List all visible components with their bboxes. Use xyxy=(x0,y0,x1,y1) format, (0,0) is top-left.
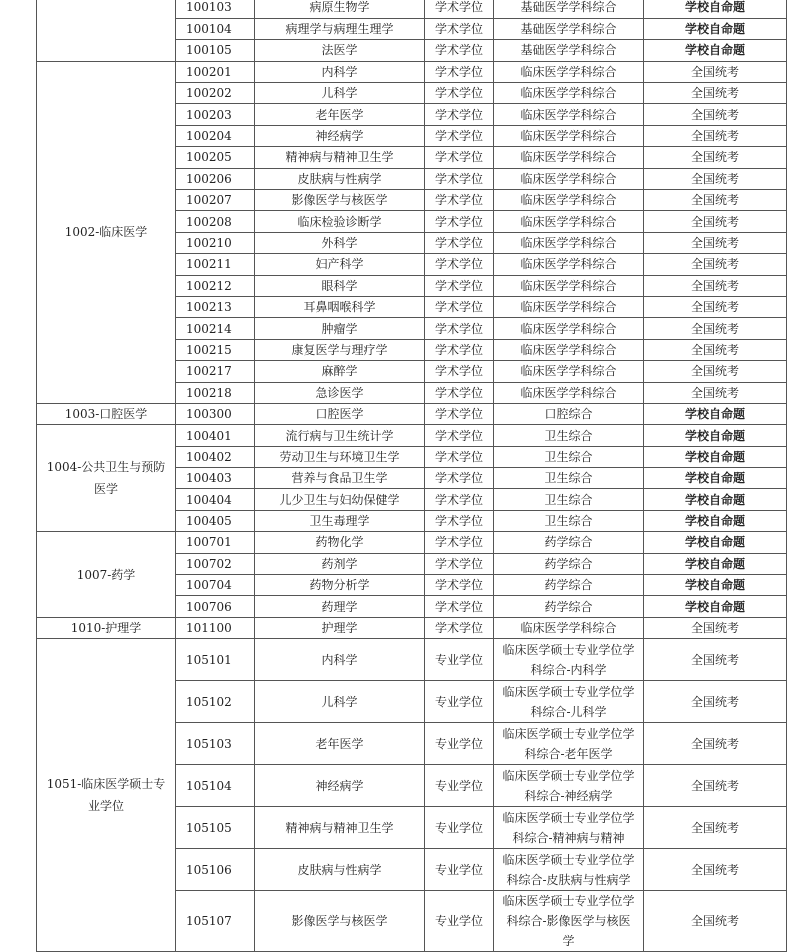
degree-type-cell: 学术学位 xyxy=(425,489,494,510)
degree-type-cell: 学术学位 xyxy=(425,553,494,574)
major-name-cell: 营养与食品卫生学 xyxy=(255,468,425,489)
table-row xyxy=(37,532,787,553)
code-cell: 100214 xyxy=(176,318,255,339)
exam-subject-cell: 临床医学学科综合 xyxy=(494,168,644,189)
code-cell: 105106 xyxy=(176,849,255,891)
exam-mode-cell: 学校自命题 xyxy=(644,553,787,574)
degree-type-cell: 学术学位 xyxy=(425,403,494,424)
degree-type-cell: 学术学位 xyxy=(425,232,494,253)
degree-type-cell: 学术学位 xyxy=(425,125,494,146)
code-cell: 100208 xyxy=(176,211,255,232)
major-name-cell: 流行病与卫生统计学 xyxy=(255,425,425,446)
code-cell: 105101 xyxy=(176,639,255,681)
exam-mode-cell: 学校自命题 xyxy=(644,489,787,510)
degree-type-cell: 专业学位 xyxy=(425,765,494,807)
degree-type-cell: 学术学位 xyxy=(425,61,494,82)
major-name-cell: 皮肤病与性病学 xyxy=(255,168,425,189)
degree-type-cell: 学术学位 xyxy=(425,425,494,446)
code-cell: 100217 xyxy=(176,361,255,382)
exam-mode-cell: 全国统考 xyxy=(644,681,787,723)
exam-mode-cell: 学校自命题 xyxy=(644,446,787,467)
exam-mode-cell: 全国统考 xyxy=(644,104,787,125)
exam-mode-cell: 全国统考 xyxy=(644,211,787,232)
code-cell: 105103 xyxy=(176,723,255,765)
exam-subject-cell: 临床医学学科综合 xyxy=(494,190,644,211)
code-cell: 100103 xyxy=(176,0,255,18)
degree-type-cell: 学术学位 xyxy=(425,318,494,339)
exam-subject-cell: 卫生综合 xyxy=(494,489,644,510)
exam-subject-cell: 临床医学学科综合 xyxy=(494,617,644,638)
exam-mode-cell: 全国统考 xyxy=(644,275,787,296)
major-name-cell: 老年医学 xyxy=(255,723,425,765)
code-cell: 100203 xyxy=(176,104,255,125)
exam-subject-cell: 临床医学硕士专业学位学科综合-精神病与精神 xyxy=(494,807,644,849)
code-cell: 100702 xyxy=(176,553,255,574)
exam-mode-cell: 全国统考 xyxy=(644,232,787,253)
exam-subject-cell: 临床医学硕士专业学位学科综合-儿科学 xyxy=(494,681,644,723)
exam-subject-cell: 临床医学学科综合 xyxy=(494,83,644,104)
code-cell: 100403 xyxy=(176,468,255,489)
exam-subject-cell: 临床医学学科综合 xyxy=(494,61,644,82)
table-row xyxy=(37,639,787,681)
table-row xyxy=(37,403,787,424)
exam-mode-cell: 学校自命题 xyxy=(644,40,787,61)
group-name-cell: 1051-临床医学硕士专业学位 xyxy=(37,639,176,952)
exam-mode-cell: 全国统考 xyxy=(644,125,787,146)
degree-type-cell: 学术学位 xyxy=(425,18,494,39)
code-cell: 100104 xyxy=(176,18,255,39)
exam-subject-cell: 卫生综合 xyxy=(494,468,644,489)
code-cell: 100211 xyxy=(176,254,255,275)
code-cell: 100205 xyxy=(176,147,255,168)
code-cell: 100405 xyxy=(176,510,255,531)
degree-type-cell: 学术学位 xyxy=(425,575,494,596)
code-cell: 100202 xyxy=(176,83,255,104)
degree-type-cell: 学术学位 xyxy=(425,147,494,168)
major-name-cell: 病理学与病理生理学 xyxy=(255,18,425,39)
degree-type-cell: 学术学位 xyxy=(425,275,494,296)
code-cell: 100215 xyxy=(176,339,255,360)
exam-mode-cell: 全国统考 xyxy=(644,361,787,382)
degree-type-cell: 学术学位 xyxy=(425,168,494,189)
exam-subject-cell: 临床医学学科综合 xyxy=(494,147,644,168)
code-cell: 100212 xyxy=(176,275,255,296)
major-name-cell: 药物化学 xyxy=(255,532,425,553)
code-cell: 100402 xyxy=(176,446,255,467)
exam-subject-cell: 卫生综合 xyxy=(494,425,644,446)
exam-subject-cell: 临床医学学科综合 xyxy=(494,382,644,403)
code-cell: 100206 xyxy=(176,168,255,189)
major-name-cell: 儿科学 xyxy=(255,83,425,104)
degree-type-cell: 学术学位 xyxy=(425,0,494,18)
code-cell: 105105 xyxy=(176,807,255,849)
code-cell: 100218 xyxy=(176,382,255,403)
degree-type-cell: 专业学位 xyxy=(425,849,494,891)
exam-subject-cell: 临床医学学科综合 xyxy=(494,318,644,339)
major-name-cell: 麻醉学 xyxy=(255,361,425,382)
code-cell: 100204 xyxy=(176,125,255,146)
exam-mode-cell: 全国统考 xyxy=(644,891,787,952)
exam-subject-cell: 基础医学学科综合 xyxy=(494,0,644,18)
exam-mode-cell: 学校自命题 xyxy=(644,510,787,531)
exam-subject-cell: 临床医学硕士专业学位学科综合-老年医学 xyxy=(494,723,644,765)
degree-type-cell: 学术学位 xyxy=(425,40,494,61)
degree-type-cell: 学术学位 xyxy=(425,382,494,403)
degree-type-cell: 专业学位 xyxy=(425,639,494,681)
exam-subject-cell: 临床医学硕士专业学位学科综合-内科学 xyxy=(494,639,644,681)
major-name-cell: 眼科学 xyxy=(255,275,425,296)
group-name-cell: 1010-护理学 xyxy=(37,617,176,638)
exam-mode-cell: 学校自命题 xyxy=(644,0,787,18)
exam-mode-cell: 全国统考 xyxy=(644,318,787,339)
major-name-cell: 精神病与精神卫生学 xyxy=(255,147,425,168)
degree-type-cell: 学术学位 xyxy=(425,617,494,638)
major-name-cell: 儿科学 xyxy=(255,681,425,723)
major-name-cell: 神经病学 xyxy=(255,125,425,146)
major-name-cell: 儿少卫生与妇幼保健学 xyxy=(255,489,425,510)
exam-subject-cell: 临床医学学科综合 xyxy=(494,125,644,146)
major-name-cell: 康复医学与理疗学 xyxy=(255,339,425,360)
exam-subject-cell: 临床医学硕士专业学位学科综合-皮肤病与性病学 xyxy=(494,849,644,891)
degree-type-cell: 学术学位 xyxy=(425,339,494,360)
exam-subject-cell: 药学综合 xyxy=(494,553,644,574)
group-name-cell: 1003-口腔医学 xyxy=(37,403,176,424)
major-name-cell: 病原生物学 xyxy=(255,0,425,18)
code-cell: 101100 xyxy=(176,617,255,638)
exam-mode-cell: 学校自命题 xyxy=(644,596,787,617)
degree-type-cell: 专业学位 xyxy=(425,891,494,952)
exam-subject-cell: 临床医学学科综合 xyxy=(494,339,644,360)
exam-subject-cell: 口腔综合 xyxy=(494,403,644,424)
code-cell: 105104 xyxy=(176,765,255,807)
exam-mode-cell: 全国统考 xyxy=(644,382,787,403)
exam-mode-cell: 学校自命题 xyxy=(644,425,787,446)
degree-type-cell: 学术学位 xyxy=(425,254,494,275)
major-name-cell: 劳动卫生与环境卫生学 xyxy=(255,446,425,467)
code-cell: 105102 xyxy=(176,681,255,723)
degree-type-cell: 学术学位 xyxy=(425,296,494,317)
discipline-table xyxy=(36,0,787,952)
exam-mode-cell: 全国统考 xyxy=(644,765,787,807)
major-name-cell: 耳鼻咽喉科学 xyxy=(255,296,425,317)
table-row xyxy=(37,617,787,638)
degree-type-cell: 学术学位 xyxy=(425,596,494,617)
exam-subject-cell: 卫生综合 xyxy=(494,510,644,531)
group-name-cell: 1007-药学 xyxy=(37,532,176,618)
major-name-cell: 药理学 xyxy=(255,596,425,617)
major-name-cell: 皮肤病与性病学 xyxy=(255,849,425,891)
code-cell: 100210 xyxy=(176,232,255,253)
major-name-cell: 老年医学 xyxy=(255,104,425,125)
code-cell: 100105 xyxy=(176,40,255,61)
table-row xyxy=(37,61,787,82)
exam-subject-cell: 临床医学学科综合 xyxy=(494,361,644,382)
major-name-cell: 影像医学与核医学 xyxy=(255,891,425,952)
exam-mode-cell: 学校自命题 xyxy=(644,532,787,553)
major-name-cell: 卫生毒理学 xyxy=(255,510,425,531)
degree-type-cell: 学术学位 xyxy=(425,361,494,382)
table-body xyxy=(37,0,787,952)
code-cell: 100201 xyxy=(176,61,255,82)
code-cell: 100706 xyxy=(176,596,255,617)
group-name-cell: 1004-公共卫生与预防医学 xyxy=(37,425,176,532)
exam-subject-cell: 药学综合 xyxy=(494,532,644,553)
major-name-cell: 外科学 xyxy=(255,232,425,253)
exam-subject-cell: 临床医学学科综合 xyxy=(494,232,644,253)
exam-subject-cell: 药学综合 xyxy=(494,575,644,596)
code-cell: 100300 xyxy=(176,403,255,424)
exam-mode-cell: 学校自命题 xyxy=(644,403,787,424)
table-row xyxy=(37,0,787,18)
degree-type-cell: 专业学位 xyxy=(425,723,494,765)
major-name-cell: 临床检验诊断学 xyxy=(255,211,425,232)
degree-type-cell: 学术学位 xyxy=(425,510,494,531)
exam-subject-cell: 临床医学学科综合 xyxy=(494,211,644,232)
major-name-cell: 妇产科学 xyxy=(255,254,425,275)
major-name-cell: 内科学 xyxy=(255,61,425,82)
exam-mode-cell: 学校自命题 xyxy=(644,575,787,596)
exam-mode-cell: 全国统考 xyxy=(644,296,787,317)
major-name-cell: 药剂学 xyxy=(255,553,425,574)
exam-mode-cell: 全国统考 xyxy=(644,61,787,82)
code-cell: 100704 xyxy=(176,575,255,596)
code-cell: 100213 xyxy=(176,296,255,317)
major-name-cell: 法医学 xyxy=(255,40,425,61)
code-cell: 100404 xyxy=(176,489,255,510)
exam-mode-cell: 全国统考 xyxy=(644,339,787,360)
exam-mode-cell: 全国统考 xyxy=(644,639,787,681)
major-name-cell: 口腔医学 xyxy=(255,403,425,424)
exam-mode-cell: 全国统考 xyxy=(644,147,787,168)
major-name-cell: 药物分析学 xyxy=(255,575,425,596)
major-name-cell: 精神病与精神卫生学 xyxy=(255,807,425,849)
major-name-cell: 护理学 xyxy=(255,617,425,638)
degree-type-cell: 学术学位 xyxy=(425,104,494,125)
degree-type-cell: 学术学位 xyxy=(425,211,494,232)
exam-mode-cell: 全国统考 xyxy=(644,83,787,104)
degree-type-cell: 专业学位 xyxy=(425,807,494,849)
exam-mode-cell: 学校自命题 xyxy=(644,468,787,489)
degree-type-cell: 学术学位 xyxy=(425,468,494,489)
exam-subject-cell: 临床医学学科综合 xyxy=(494,296,644,317)
exam-mode-cell: 全国统考 xyxy=(644,190,787,211)
group-name-cell xyxy=(37,0,176,61)
exam-subject-cell: 临床医学学科综合 xyxy=(494,254,644,275)
exam-mode-cell: 全国统考 xyxy=(644,168,787,189)
exam-subject-cell: 临床医学学科综合 xyxy=(494,275,644,296)
exam-subject-cell: 临床医学硕士专业学位学科综合-神经病学 xyxy=(494,765,644,807)
exam-subject-cell: 临床医学学科综合 xyxy=(494,104,644,125)
exam-subject-cell: 临床医学硕士专业学位学科综合-影像医学与核医学 xyxy=(494,891,644,952)
major-name-cell: 影像医学与核医学 xyxy=(255,190,425,211)
degree-type-cell: 学术学位 xyxy=(425,190,494,211)
degree-type-cell: 专业学位 xyxy=(425,681,494,723)
exam-mode-cell: 全国统考 xyxy=(644,849,787,891)
exam-mode-cell: 全国统考 xyxy=(644,254,787,275)
code-cell: 105107 xyxy=(176,891,255,952)
table-row xyxy=(37,425,787,446)
degree-type-cell: 学术学位 xyxy=(425,532,494,553)
exam-subject-cell: 基础医学学科综合 xyxy=(494,40,644,61)
group-name-cell: 1002-临床医学 xyxy=(37,61,176,403)
exam-subject-cell: 卫生综合 xyxy=(494,446,644,467)
degree-type-cell: 学术学位 xyxy=(425,446,494,467)
code-cell: 100207 xyxy=(176,190,255,211)
exam-mode-cell: 全国统考 xyxy=(644,617,787,638)
major-name-cell: 急诊医学 xyxy=(255,382,425,403)
exam-subject-cell: 药学综合 xyxy=(494,596,644,617)
exam-mode-cell: 全国统考 xyxy=(644,723,787,765)
degree-type-cell: 学术学位 xyxy=(425,83,494,104)
major-name-cell: 内科学 xyxy=(255,639,425,681)
exam-mode-cell: 全国统考 xyxy=(644,807,787,849)
code-cell: 100401 xyxy=(176,425,255,446)
code-cell: 100701 xyxy=(176,532,255,553)
exam-mode-cell: 学校自命题 xyxy=(644,18,787,39)
exam-subject-cell: 基础医学学科综合 xyxy=(494,18,644,39)
major-name-cell: 肿瘤学 xyxy=(255,318,425,339)
major-name-cell: 神经病学 xyxy=(255,765,425,807)
